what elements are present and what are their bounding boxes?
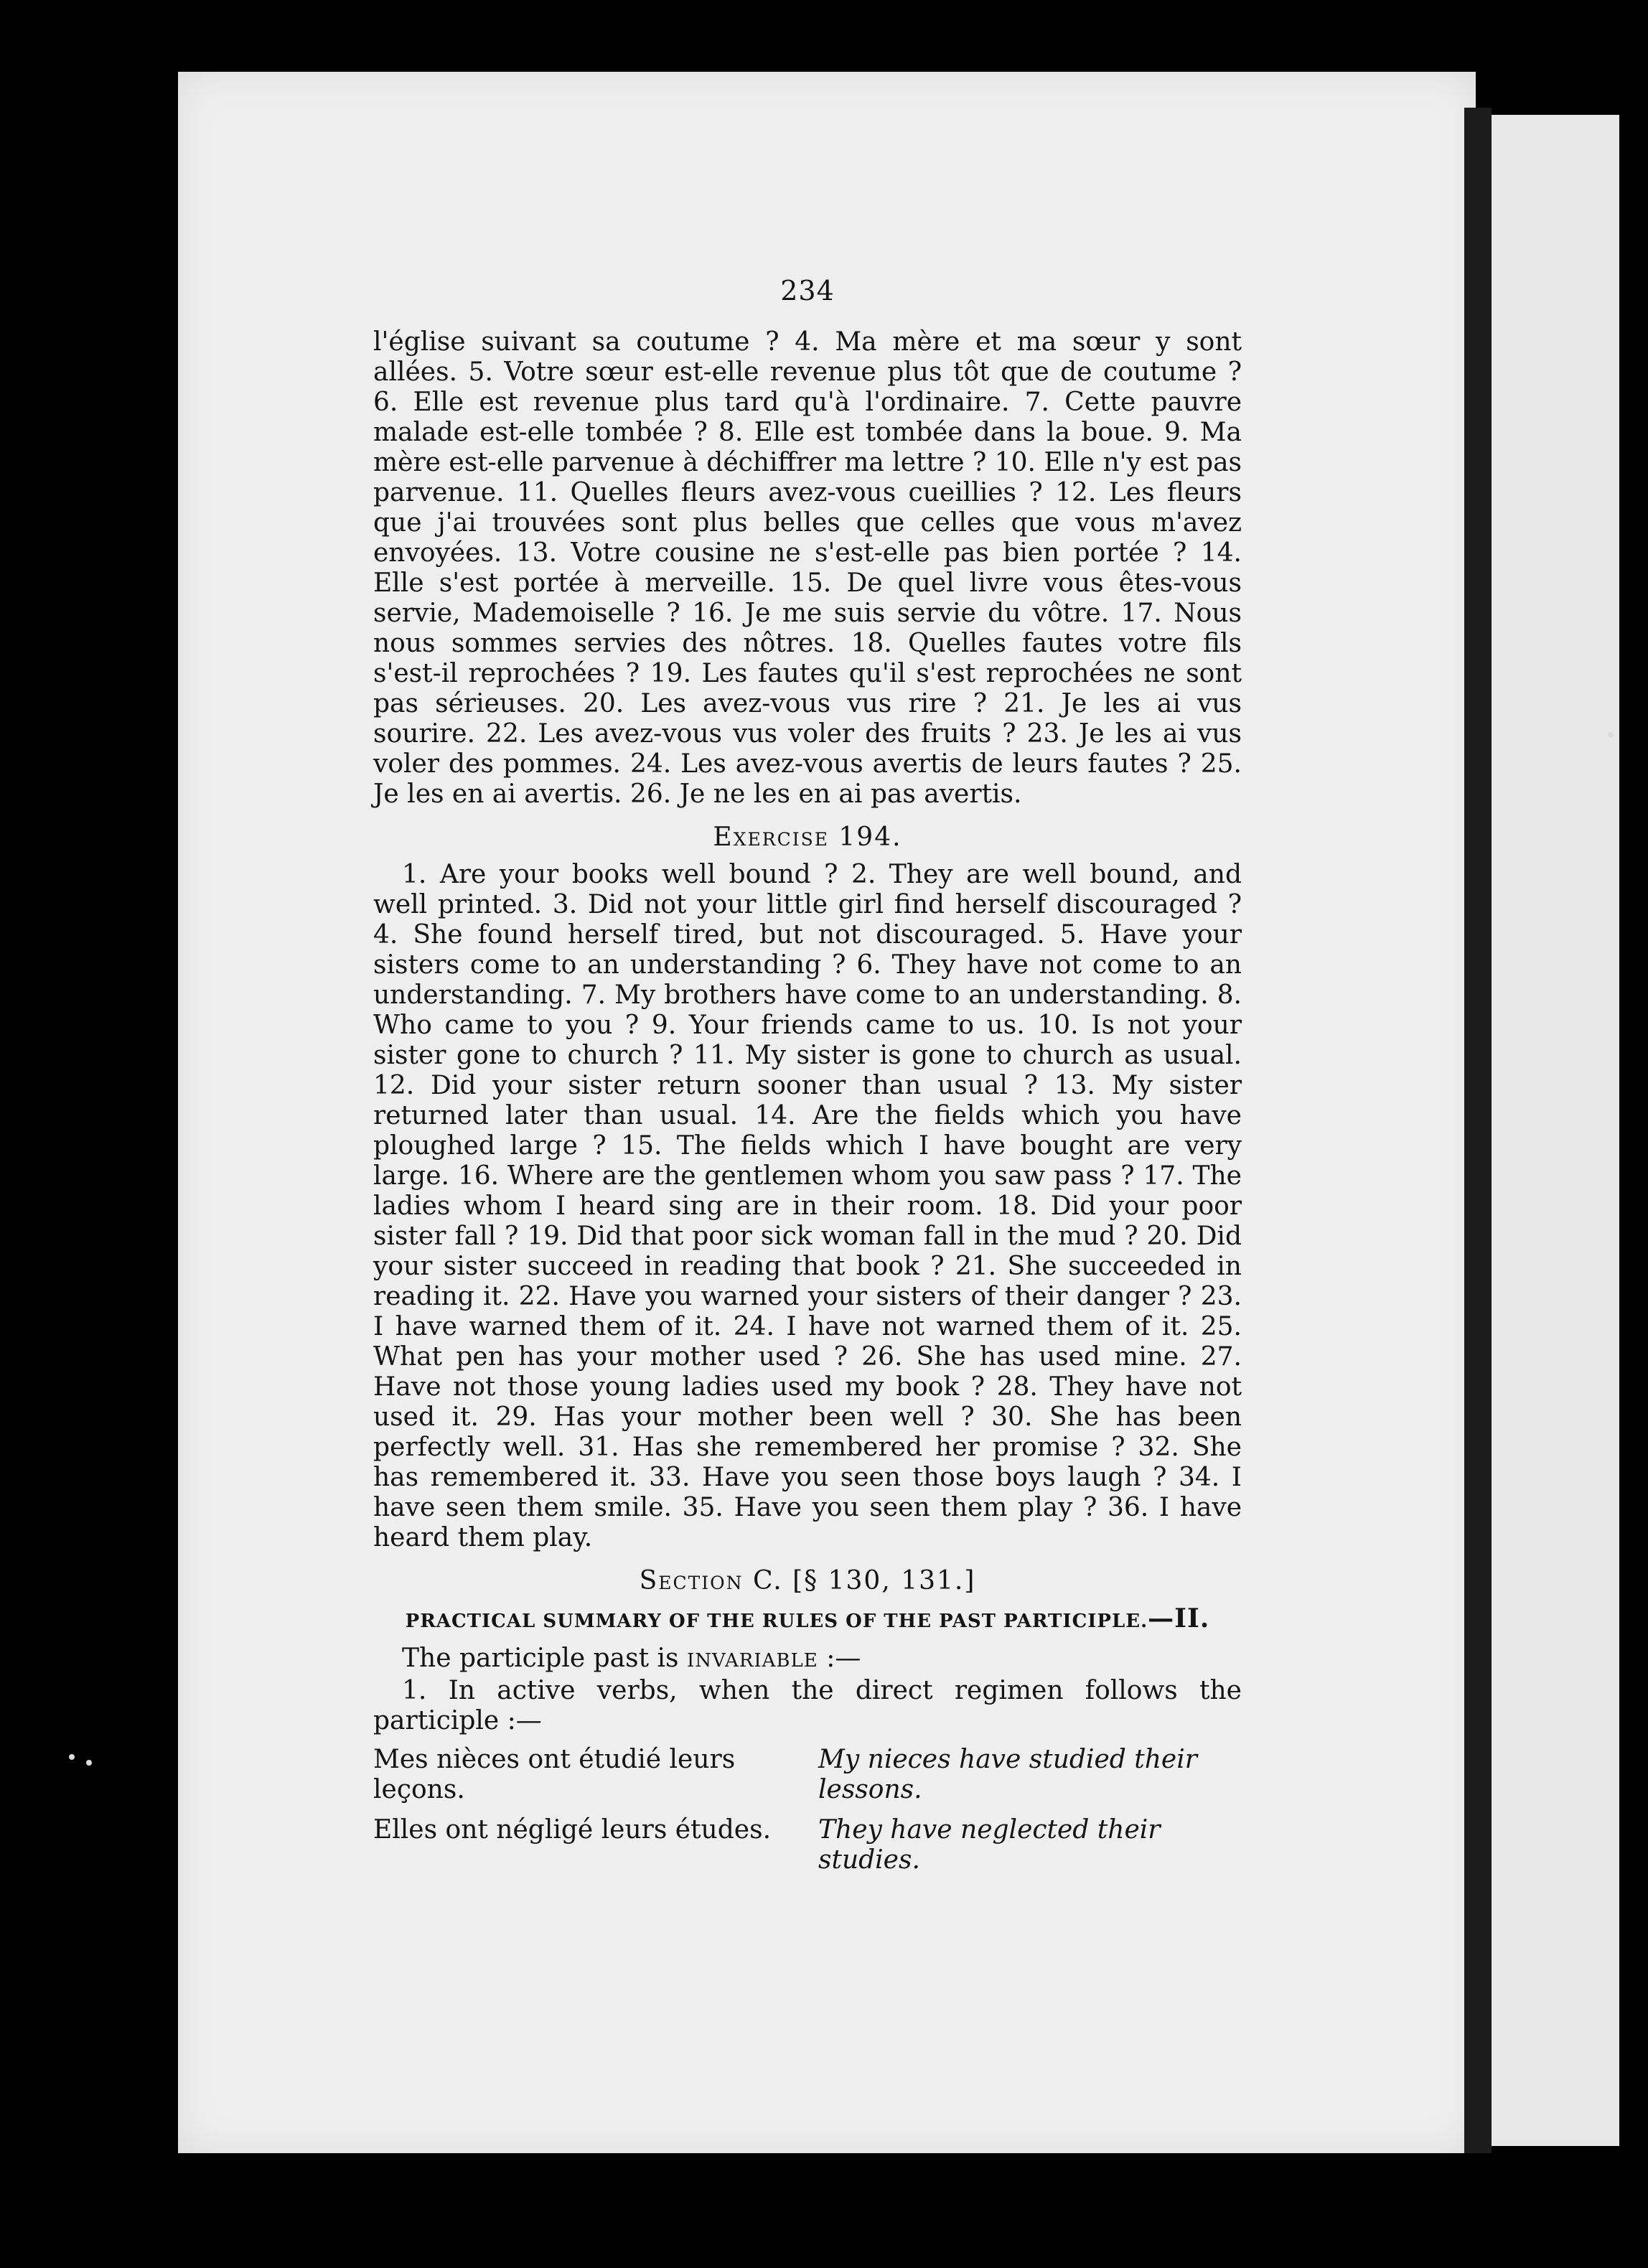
example-english: My nieces have studied their lessons. bbox=[818, 1745, 1197, 1804]
rule-intro-after: :— bbox=[826, 1644, 861, 1673]
exercise-heading: Exercise 194. bbox=[713, 823, 902, 852]
page-number: 234 bbox=[780, 275, 835, 306]
example-row bbox=[373, 1745, 1242, 1805]
rule-one: 1. In active verbs, when the direct regimen follows the participle :— bbox=[373, 1676, 1242, 1735]
page-gutter bbox=[1464, 108, 1492, 2153]
french-exercise-continuation: l'église suivant sa coutume ? 4. Ma mère et ma sœur y sont allées. 5. Votre sœur est-elle revenue plus tôt que de coutume ? 6. Elle est revenue plus tard qu'à l'ordinaire. 7. Cette pauvre malade est-elle tombée ? 8. Elle est tombée dans la boue. 9. Ma mère est-elle parvenue à déchiffrer ma lettre ? 10. Elle n'y est pas parvenue. 11. Quelles fleurs avez-vous cueillies ? 12. Les fleurs que j'ai trouvées sont plus belles que celles que vous m'avez envoyées. 13. Votre cousine ne s'est-elle pas bien portée ? 14. Elle s'est portée à merveille. 15. De quel livre vous êtes-vous servie, Mademoiselle ? 16. Je me suis servie du vôtre. 17. Nous nous sommes servies des nôtres. 18. Quelles fautes votre fils s'est-il reprochées ? 19. Les fautes qu'il s'est reprochées ne sont pas sérieuses. 20. Les avez-vous vus rire ? 21. Je les ai vus sourire. 22. Les avez-vous vus voler des fruits ? 23. Je les ai vus voler des pommes. 24. Les avez-vous avertis de leurs fautes ? 25. Je les en ai avertis. 26. Je ne les en ai pas avertis. bbox=[373, 327, 1242, 809]
page-text bbox=[373, 276, 1242, 1885]
example-row bbox=[373, 1815, 1242, 1875]
summary-heading-text: PRACTICAL SUMMARY OF THE RULES OF THE PAST PARTICIPLE. bbox=[405, 1611, 1148, 1632]
scan-speck bbox=[86, 1760, 92, 1766]
summary-heading bbox=[373, 1603, 1242, 1636]
scan-speck bbox=[1608, 732, 1614, 738]
rule-intro bbox=[373, 1644, 1242, 1676]
exercise-text: 1. Are your books well bound ? 2. They are well bound, and well printed. 3. Did not your little girl find herself discouraged ? 4. She found herself tired, but not discouraged. 5. Have your sisters come to an understanding ? 6. They have not come to an understanding. 7. My brothers have come to an understanding. 8. Who came to you ? 9. Your friends came to us. 10. Is not your sister gone to church ? 11. My sister is gone to church as usual. 12. Did your sister return sooner than usual ? 13. My sister returned later than usual. 14. Are the fields which you have ploughed large ? 15. The fields which I have bought are very large. 16. Where are the gentlemen whom you saw pass ? 17. The ladies whom I heard sing are in their room. 18. Did your poor sister fall ? 19. Did that poor sick woman fall in the mud ? 20. Did your sister succeed in reading that book ? 21. She succeeded in reading it. 22. Have you warned your sisters of their danger ? 23. I have warned them of it. 24. I have not warned them of it. 25. What pen has your mother used ? 26. She has used mine. 27. Have not those young ladies used my book ? 28. They have not used it. 29. Has your mother been well ? 30. She has been perfectly well. 31. Has she remembered her promise ? 32. She has remembered it. 33. Have you seen those boys laugh ? 34. I have seen them smile. 35. Have you seen them play ? 36. I have heard them play. bbox=[373, 860, 1242, 1552]
scan-speck bbox=[69, 1754, 75, 1760]
section-heading: Section C. [§ 130, 131.] bbox=[639, 1566, 976, 1595]
example-french: Elles ont négligé leurs études. bbox=[373, 1815, 772, 1845]
rule-intro-caps: INVARIABLE bbox=[686, 1650, 818, 1672]
example-french: Mes nièces ont étudié leurs leçons. bbox=[373, 1745, 736, 1804]
summary-heading-tail: —II. bbox=[1148, 1603, 1210, 1634]
example-english: They have neglected their studies. bbox=[818, 1815, 1161, 1875]
facing-page-edge bbox=[1492, 115, 1619, 2146]
rule-intro-before: The participle past is bbox=[402, 1644, 679, 1673]
example-list bbox=[373, 1745, 1242, 1875]
